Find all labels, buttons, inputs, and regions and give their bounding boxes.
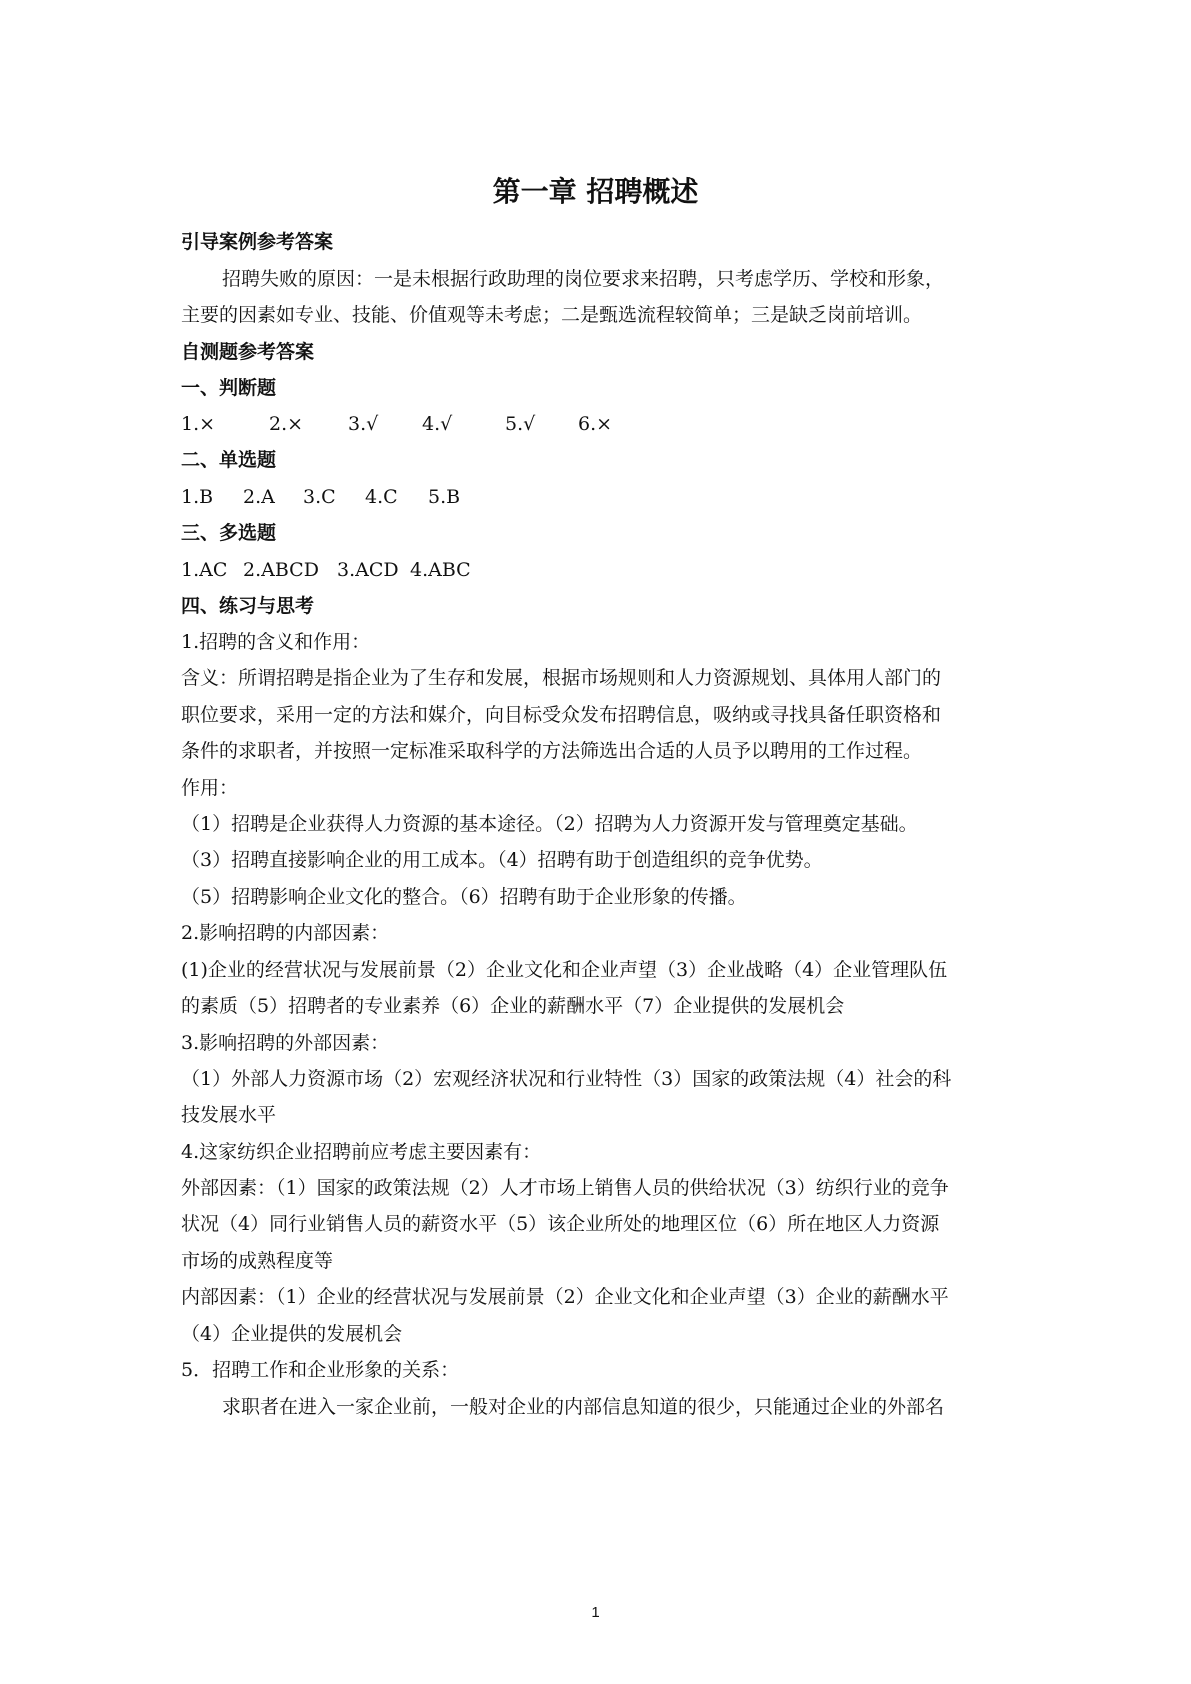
question-4-title: 4.这家纺织企业招聘前应考虑主要因素有： xyxy=(181,1141,542,1163)
answer-item: 1.× xyxy=(181,413,216,435)
single-choice-answers xyxy=(181,484,1021,510)
single-choice-heading: 二、单选题 xyxy=(181,449,277,471)
question-4-external-line-3: 市场的成熟程度等 xyxy=(181,1250,334,1272)
question-3-line-2: 技发展水平 xyxy=(181,1104,277,1126)
question-2-line-2: 的素质（5）招聘者的专业素养（6）企业的薪酬水平（7）企业提供的发展机会 xyxy=(181,995,845,1017)
question-4-internal-line-2: （4）企业提供的发展机会 xyxy=(181,1323,403,1345)
question-2-line-1: (1)企业的经营状况与发展前景（2）企业文化和企业声望（3）企业战略（4）企业管理队伍 xyxy=(181,959,948,981)
chapter-title: 第一章 招聘概述 xyxy=(492,175,699,208)
question-1-title: 1.招聘的含义和作用： xyxy=(181,631,371,653)
question-4-external-line-1: 外部因素：（1）国家的政策法规（2）人才市场上销售人员的供给状况（3）纺织行业的竞争 xyxy=(181,1177,949,1199)
answer-item: 2.ABCD xyxy=(243,559,319,581)
question-1-role-line-1: （1）招聘是企业获得人力资源的基本途径。（2）招聘为人力资源开发与管理奠定基础。 xyxy=(181,813,918,835)
question-1-definition-line-1: 含义：所谓招聘是指企业为了生存和发展，根据市场规则和人力资源规划、具体用人部门的 xyxy=(181,667,942,689)
question-2-title: 2.影响招聘的内部因素： xyxy=(181,922,390,944)
question-1-definition-line-2: 职位要求，采用一定的方法和媒介，向目标受众发布招聘信息，吸纳或寻找具备任职资格和 xyxy=(181,704,942,726)
answer-item: 5.B xyxy=(428,486,461,508)
case-heading: 引导案例参考答案 xyxy=(181,231,334,253)
answer-item: 1.B xyxy=(181,486,214,508)
true-false-heading: 一、判断题 xyxy=(181,377,277,399)
question-3-title: 3.影响招聘的外部因素： xyxy=(181,1032,390,1054)
answer-item: 2.× xyxy=(269,413,304,435)
case-paragraph-line-1: 招聘失败的原因：一是未根据行政助理的岗位要求来招聘，只考虑学历、学校和形象， xyxy=(222,268,945,290)
question-5-title: 5．招聘工作和企业形象的关系： xyxy=(181,1359,460,1381)
practice-heading: 四、练习与思考 xyxy=(181,595,315,617)
question-5-line-1: 求职者在进入一家企业前，一般对企业的内部信息知道的很少，只能通过企业的外部名 xyxy=(222,1396,945,1418)
question-1-role-line-3: （5）招聘影响企业文化的整合。（6）招聘有助于企业形象的传播。 xyxy=(181,886,747,908)
answer-item: 3.C xyxy=(303,486,336,508)
self-test-heading: 自测题参考答案 xyxy=(181,341,315,363)
answer-item: 1.AC xyxy=(181,559,228,581)
answer-item: 4.C xyxy=(365,486,398,508)
question-1-role-label: 作用： xyxy=(181,777,239,799)
true-false-answers xyxy=(181,411,1021,437)
question-1-role-line-2: （3）招聘直接影响企业的用工成本。（4）招聘有助于创造组织的竞争优势。 xyxy=(181,849,823,871)
answer-item: 3.√ xyxy=(348,413,379,435)
case-paragraph-line-2: 主要的因素如专业、技能、价值观等未考虑；二是甄选流程较简单；三是缺乏岗前培训。 xyxy=(181,304,923,326)
answer-item: 2.A xyxy=(243,486,275,508)
multi-choice-answers xyxy=(181,557,1021,583)
answer-item: 4.ABC xyxy=(410,559,471,581)
question-1-definition-line-3: 条件的求职者，并按照一定标准采取科学的方法筛选出合适的人员予以聘用的工作过程。 xyxy=(181,740,923,762)
answer-item: 3.ACD xyxy=(337,559,399,581)
question-4-internal-line-1: 内部因素：（1）企业的经营状况与发展前景（2）企业文化和企业声望（3）企业的薪酬水平 xyxy=(181,1286,949,1308)
question-3-line-1: （1）外部人力资源市场（2）宏观经济状况和行业特性（3）国家的政策法规（4）社会的科 xyxy=(181,1068,952,1090)
answer-item: 6.× xyxy=(578,413,613,435)
question-4-external-line-2: 状况（4）同行业销售人员的薪资水平（5）该企业所处的地理区位（6）所在地区人力资源 xyxy=(181,1213,940,1235)
answer-item: 5.√ xyxy=(505,413,536,435)
answer-item: 4.√ xyxy=(422,413,453,435)
page-number: 1 xyxy=(591,1604,600,1621)
multi-choice-heading: 三、多选题 xyxy=(181,522,277,544)
